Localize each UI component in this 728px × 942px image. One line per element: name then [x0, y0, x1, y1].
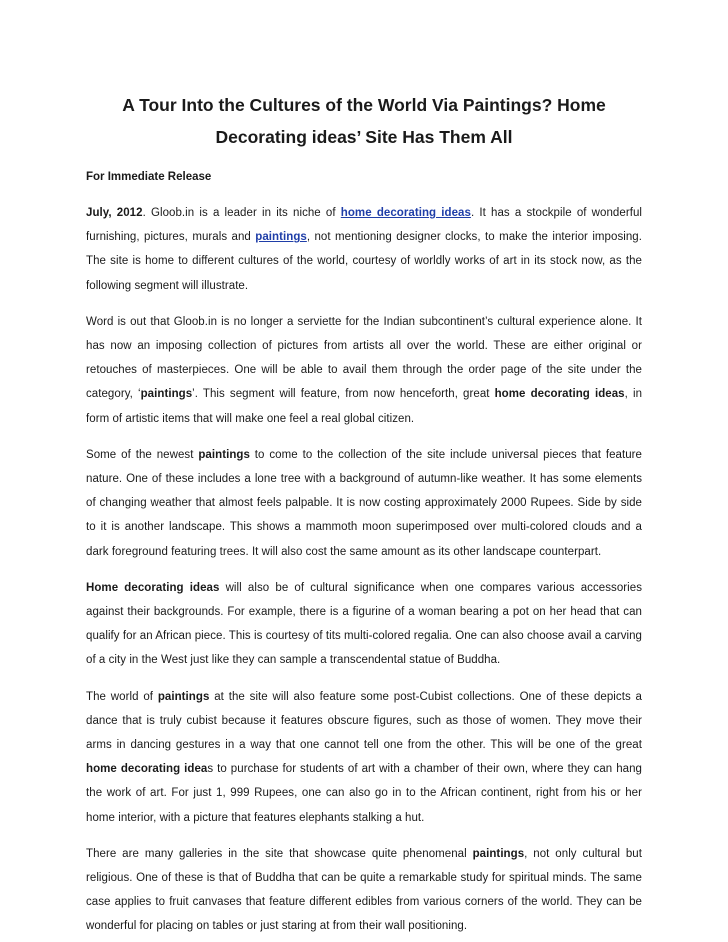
p1-text-2: . It has a stockpile of wonderful furnishing, pictures, murals and [86, 207, 642, 244]
p4-bold-1: Home decorating ideas [86, 581, 220, 594]
p1-text-3: , not mentioning designer clocks, to make the interior imposing. The site is home to different cultures of the world, courtesy of worldly works of art in its stock now, as the following segment will illustrate. [86, 231, 642, 292]
paintings-link[interactable]: paintings [255, 231, 307, 244]
paragraph-5 [86, 685, 642, 830]
p2-bold-2: home decorating ideas [494, 388, 625, 401]
p5-text-3: s to purchase for students of art with a chamber of their own, where they can hang the work of art. For just 1, 999 Rupees, one can also go in to the African continent, right from his or her home interior, with a picture that features elephants stalking a hut. [86, 763, 642, 824]
p2-text-2: ’. This segment will feature, from now henceforth, great [192, 388, 495, 401]
paragraph-6 [86, 842, 642, 939]
paragraph-3 [86, 443, 642, 564]
paragraph-4 [86, 576, 642, 673]
title-line-1: A Tour Into the Cultures of the World Via Paintings? Home [122, 95, 606, 115]
p5-text-2: at the site will also feature some post-Cubist collections. One of these depicts a dance that is truly cubist because it features obscure figures, such as those of women. They move their arms in dancing gestures in a way that one cannot tell one from the other. This will be one of the great [86, 690, 643, 752]
release-label: For Immediate Release [86, 171, 212, 183]
p6-text-1: There are many galleries in the site that showcase quite phenomenal [86, 847, 473, 860]
p2-text-1: Word is out that Gloob.in is no longer a serviette for the Indian subcontinent’s cultural experience alone. It has now an imposing collection of pictures from artists all over the world. These are either original or retouches of masterpieces. One will be able to avail them through the order page of the site under the category, ‘ [86, 315, 642, 401]
paragraph-2 [86, 310, 642, 431]
p3-text-1: Some of the newest [86, 448, 199, 461]
home-decorating-ideas-link[interactable]: home decorating ideas [340, 207, 471, 219]
paragraph-1 [86, 201, 642, 298]
p6-bold-1: paintings [472, 847, 525, 860]
p5-bold-1: paintings [157, 690, 210, 703]
p6-text-2: , not only cultural but religious. One of these is that of Buddha that can be quite a remarkable study for spiritual minds. The same case applies to fruit canvases that feature different edibles from various corners of the world. They can be wonderful for placing on tables or just staring at from their wall positioning. [86, 847, 642, 933]
p3-text-2: to come to the collection of the site include universal pieces that feature nature. One of these includes a lone tree with a background of autumn-like weather. It has some elements of changing weather that almost feels palpable. It is now costing approximately 2000 Rupees. Side by side to it is another landscape. This shows a mammoth moon superimposed over multi-colored clouds and a dark foreground featuring trees. It will also cost the same amount as its other landscape counterpart. [86, 448, 642, 558]
p3-bold-1: paintings [198, 448, 250, 461]
p5-bold-2: home decorating idea [86, 763, 208, 776]
p2-text-3: , in form of artistic items that will make one feel a real global citizen. [86, 388, 643, 425]
p1-text-1: . Gloob.in is a leader in its niche of [142, 207, 341, 219]
release-date: July, 2012 [86, 207, 143, 219]
title-line-2: Decorating ideas’ Site Has Them All [215, 127, 513, 147]
p4-text-1: will also be of cultural significance when one compares various accessories against their backgrounds. For example, there is a figurine of a woman bearing a pot on her head that can qualify for an African piece. This is courtesy of tits multi-colored regalia. One can also choose avail a carving of a city in the West just like they can sample a transcendental statue of Buddha. [86, 581, 642, 667]
document-title [74, 89, 654, 153]
p2-bold-1: paintings [140, 388, 193, 401]
p5-text-1: The world of [86, 690, 158, 703]
